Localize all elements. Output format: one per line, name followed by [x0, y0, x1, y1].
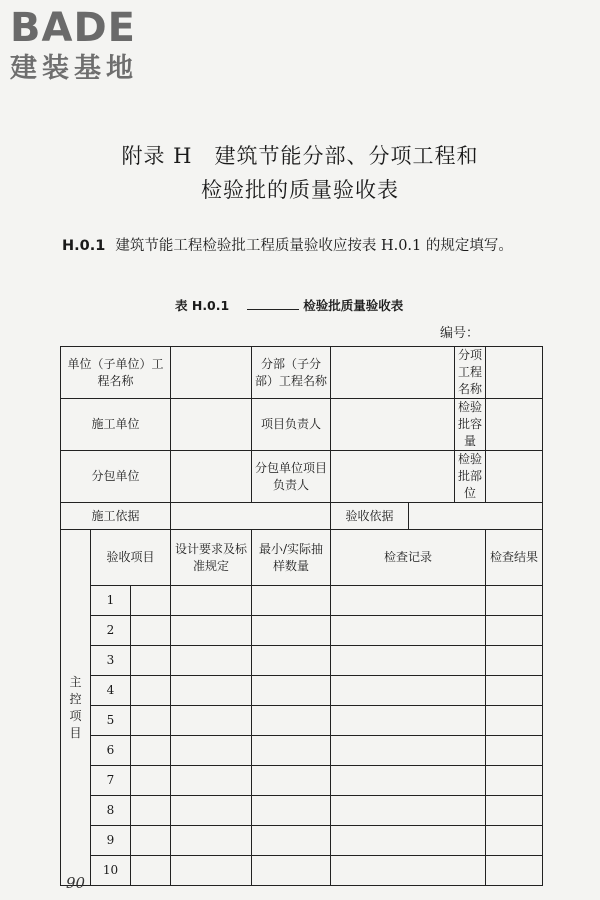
table-row: [61, 616, 543, 646]
subunit-name-value[interactable]: [331, 347, 455, 399]
item-cell[interactable]: [131, 766, 171, 796]
sample-cell[interactable]: [252, 616, 331, 646]
construction-basis-label: 施工依据: [61, 503, 171, 530]
page-number: 90: [66, 874, 86, 892]
header-row-1: [61, 347, 543, 399]
contractor-value[interactable]: [171, 399, 252, 451]
unit-name-value[interactable]: [171, 347, 252, 399]
row-number: 2: [91, 616, 131, 646]
design-cell[interactable]: [171, 676, 252, 706]
table-row: [61, 796, 543, 826]
row-number: 10: [91, 856, 131, 886]
section-label-text: 主控项目: [69, 674, 82, 740]
logo-subtitle: 建装基地: [10, 53, 138, 84]
record-cell[interactable]: [331, 796, 486, 826]
sub-lead-value[interactable]: [331, 451, 455, 503]
acceptance-basis-value[interactable]: [409, 503, 543, 530]
row-number: 8: [91, 796, 131, 826]
design-cell[interactable]: [171, 796, 252, 826]
col-result-header: 检查结果: [486, 530, 543, 586]
batch-location-value[interactable]: [486, 451, 543, 503]
sample-cell[interactable]: [252, 766, 331, 796]
subcontractor-label: 分包单位: [61, 451, 171, 503]
table-row: [61, 676, 543, 706]
unit-name-label: 单位（子单位）工程名称: [61, 347, 171, 399]
sample-cell[interactable]: [252, 856, 331, 886]
result-cell[interactable]: [486, 736, 543, 766]
record-cell[interactable]: [331, 586, 486, 616]
header-row-2: [61, 399, 543, 451]
record-cell[interactable]: [331, 646, 486, 676]
contractor-label: 施工单位: [61, 399, 171, 451]
result-cell[interactable]: [486, 616, 543, 646]
table-row: [61, 736, 543, 766]
result-cell[interactable]: [486, 676, 543, 706]
appendix-title-line2: 检验批的质量验收表: [201, 178, 399, 202]
row-number: 9: [91, 826, 131, 856]
clause-number: H.0.1: [62, 238, 106, 254]
col-item-header: 验收项目: [91, 530, 171, 586]
project-lead-value[interactable]: [331, 399, 455, 451]
table-row: [61, 826, 543, 856]
batch-location-label: 检验批部位: [455, 451, 486, 503]
record-cell[interactable]: [331, 736, 486, 766]
item-cell[interactable]: [131, 676, 171, 706]
row-number: 6: [91, 736, 131, 766]
clause-text: 建筑节能工程检验批工程质量验收应按表 H.0.1 的规定填写。: [115, 238, 513, 254]
acceptance-basis-label: 验收依据: [331, 503, 409, 530]
design-cell[interactable]: [171, 736, 252, 766]
table-row: [61, 766, 543, 796]
result-cell[interactable]: [486, 706, 543, 736]
item-cell[interactable]: [131, 646, 171, 676]
batch-capacity-value[interactable]: [486, 399, 543, 451]
design-cell[interactable]: [171, 646, 252, 676]
item-cell[interactable]: [131, 616, 171, 646]
header-row-4: [61, 503, 543, 530]
header-row-3: [61, 451, 543, 503]
design-cell[interactable]: [171, 706, 252, 736]
record-cell[interactable]: [331, 706, 486, 736]
design-cell[interactable]: [171, 856, 252, 886]
row-number: 4: [91, 676, 131, 706]
result-cell[interactable]: [486, 826, 543, 856]
record-cell[interactable]: [331, 856, 486, 886]
item-cell[interactable]: [131, 736, 171, 766]
row-number: 1: [91, 586, 131, 616]
serial-number-label: 编号：: [440, 326, 480, 341]
table-caption-prefix: 表 H.0.1: [175, 298, 230, 313]
table-row: [61, 706, 543, 736]
result-cell[interactable]: [486, 766, 543, 796]
design-cell[interactable]: [171, 616, 252, 646]
design-cell[interactable]: [171, 586, 252, 616]
subitem-name-value[interactable]: [486, 347, 543, 399]
table-caption: [175, 296, 403, 314]
sub-lead-label: 分包单位项目负责人: [252, 451, 331, 503]
result-cell[interactable]: [486, 856, 543, 886]
table-row: [61, 856, 543, 886]
row-number: 5: [91, 706, 131, 736]
item-cell[interactable]: [131, 856, 171, 886]
col-record-header: 检查记录: [331, 530, 486, 586]
sample-cell[interactable]: [252, 796, 331, 826]
main-control-items-label: [61, 530, 91, 886]
bade-logo: [10, 6, 180, 86]
clause-paragraph: [62, 234, 552, 258]
sample-cell[interactable]: [252, 826, 331, 856]
sample-cell[interactable]: [252, 676, 331, 706]
table-row: [61, 586, 543, 616]
result-cell[interactable]: [486, 796, 543, 826]
sample-cell[interactable]: [252, 646, 331, 676]
record-cell[interactable]: [331, 826, 486, 856]
construction-basis-value[interactable]: [171, 503, 331, 530]
subitem-name-label: 分项工程名称: [455, 347, 486, 399]
record-cell[interactable]: [331, 676, 486, 706]
table-caption-title: 检验批质量验收表: [303, 298, 404, 313]
appendix-title-line1: 附录 H 建筑节能分部、分项工程和: [121, 144, 479, 168]
result-cell[interactable]: [486, 646, 543, 676]
caption-blank-line: [247, 298, 299, 310]
table-row: [61, 646, 543, 676]
row-number: 3: [91, 646, 131, 676]
logo-wordmark: BADE: [10, 5, 136, 51]
sample-cell[interactable]: [252, 586, 331, 616]
sample-cell[interactable]: [252, 706, 331, 736]
item-cell[interactable]: [131, 826, 171, 856]
col-sample-header: 最小/实际抽样数量: [252, 530, 331, 586]
batch-capacity-label: 检验批容量: [455, 399, 486, 451]
record-cell[interactable]: [331, 616, 486, 646]
column-header-row: [61, 530, 543, 586]
record-cell[interactable]: [331, 766, 486, 796]
result-cell[interactable]: [486, 586, 543, 616]
design-cell[interactable]: [171, 766, 252, 796]
project-lead-label: 项目负责人: [252, 399, 331, 451]
design-cell[interactable]: [171, 826, 252, 856]
col-design-header: 设计要求及标准规定: [171, 530, 252, 586]
subunit-name-label: 分部（子分部）工程名称: [252, 347, 331, 399]
row-number: 7: [91, 766, 131, 796]
sample-cell[interactable]: [252, 736, 331, 766]
item-cell[interactable]: [131, 706, 171, 736]
subcontractor-value[interactable]: [171, 451, 252, 503]
item-cell[interactable]: [131, 796, 171, 826]
inspection-batch-form: [60, 346, 543, 886]
item-cell[interactable]: [131, 586, 171, 616]
